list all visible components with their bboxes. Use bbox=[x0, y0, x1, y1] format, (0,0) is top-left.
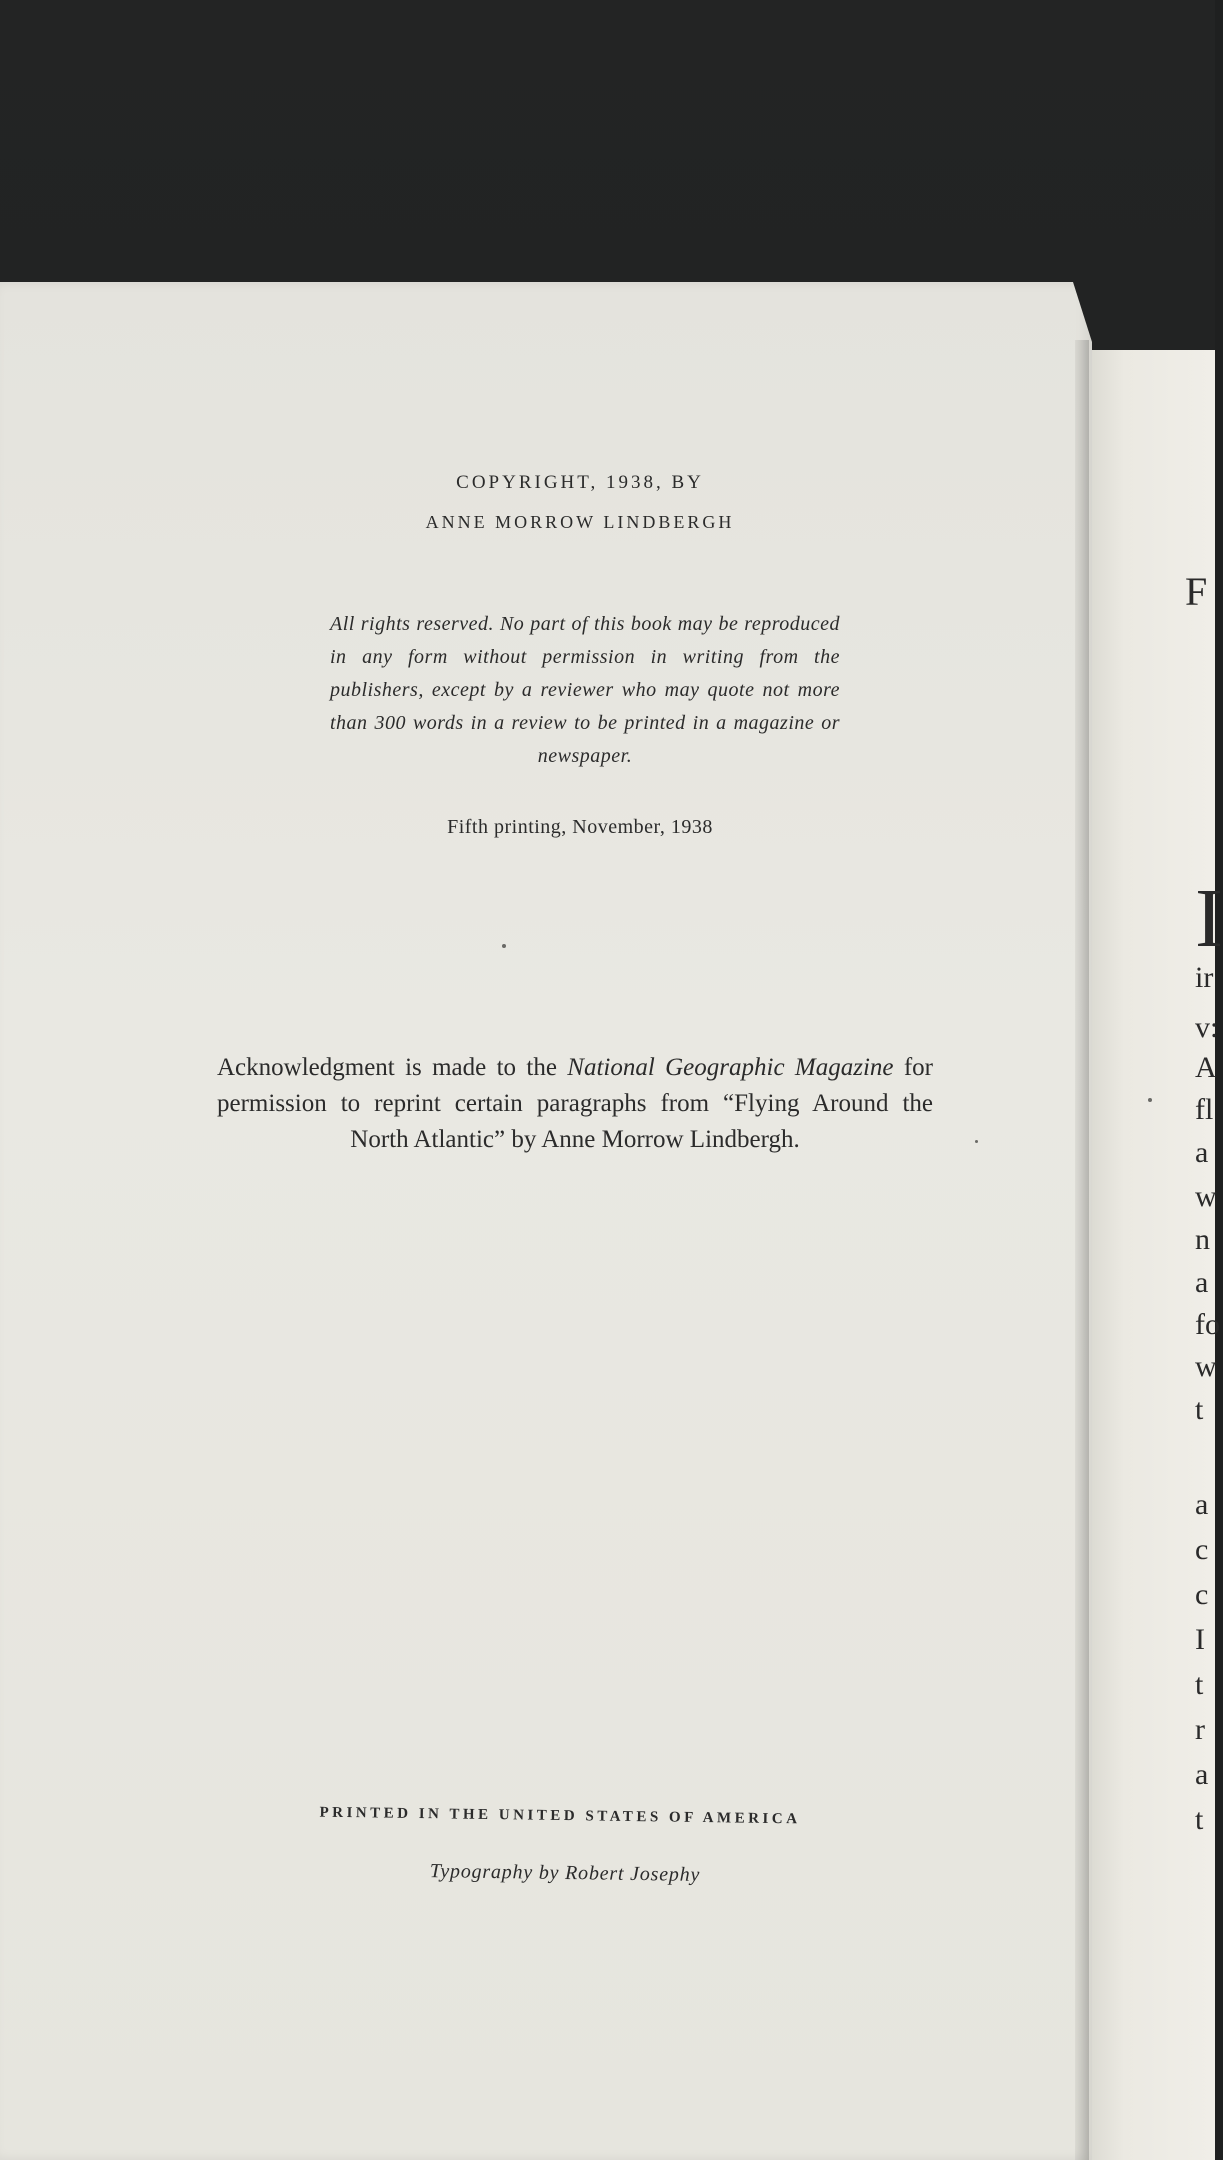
paper-speck bbox=[502, 944, 506, 948]
paper-speck bbox=[975, 1140, 978, 1143]
page-gutter-shadow bbox=[1075, 340, 1089, 2160]
magazine-name: National Geographic Magazine bbox=[567, 1054, 894, 1081]
typography-credit: Typography by Robert Josephy bbox=[429, 1860, 701, 1886]
facing-page-fragment: w bbox=[1195, 1350, 1217, 1383]
facing-page-fragment: a bbox=[1195, 1758, 1209, 1791]
facing-page-fragment: A bbox=[1195, 1051, 1217, 1084]
copyright-line: COPYRIGHT, 1938, BY bbox=[456, 472, 704, 493]
facing-page-fragment: c bbox=[1195, 1578, 1209, 1611]
paper-speck bbox=[1148, 1098, 1152, 1102]
facing-page-fragment: ir bbox=[1195, 961, 1214, 994]
author-line: ANNE MORROW LINDBERGH bbox=[425, 512, 735, 532]
facing-page-fragment: t bbox=[1195, 1393, 1204, 1426]
rights-notice: All rights reserved. No part of this book may be reproduced in any form without permission in writing from the publishers, except by a reviewer who may quote not more than 300 words in a review to be printed in a magazine or newspaper. bbox=[330, 613, 840, 767]
facing-page bbox=[1085, 350, 1223, 2160]
facing-page-fragment: r bbox=[1195, 1713, 1205, 1746]
printing-line: Fifth printing, November, 1938 bbox=[447, 816, 713, 838]
facing-page-fragment: t bbox=[1195, 1803, 1204, 1836]
acknowledgment-paragraph bbox=[217, 1050, 933, 1158]
facing-page-fragment: I bbox=[1195, 872, 1223, 965]
facing-page-fragment: F bbox=[1185, 569, 1208, 614]
facing-page-fragment: w bbox=[1195, 1180, 1217, 1213]
acknowledgment-text: Acknowledgment is made to the bbox=[217, 1054, 568, 1081]
facing-page-fragment: t bbox=[1195, 1668, 1204, 1701]
facing-page-fragment: a bbox=[1195, 1136, 1209, 1169]
printed-in-line: PRINTED IN THE UNITED STATES OF AMERICA bbox=[319, 1804, 801, 1828]
facing-page-fragment: fo bbox=[1195, 1308, 1220, 1341]
facing-page-fragment: fl bbox=[1195, 1093, 1214, 1126]
facing-page-fragment: a bbox=[1195, 1266, 1209, 1299]
facing-page-fragment: n bbox=[1195, 1223, 1210, 1256]
acknowledgment-text: for permission to reprint certain paragraphs from “Flying Around the North Atlantic” by Anne Morrow Lindbergh. bbox=[217, 1054, 933, 1153]
facing-page-fragment: c bbox=[1195, 1533, 1209, 1566]
facing-page-fragment: v: bbox=[1195, 1011, 1219, 1044]
facing-page-fragment: I bbox=[1195, 1623, 1205, 1656]
facing-page-fragment: a bbox=[1195, 1488, 1209, 1521]
